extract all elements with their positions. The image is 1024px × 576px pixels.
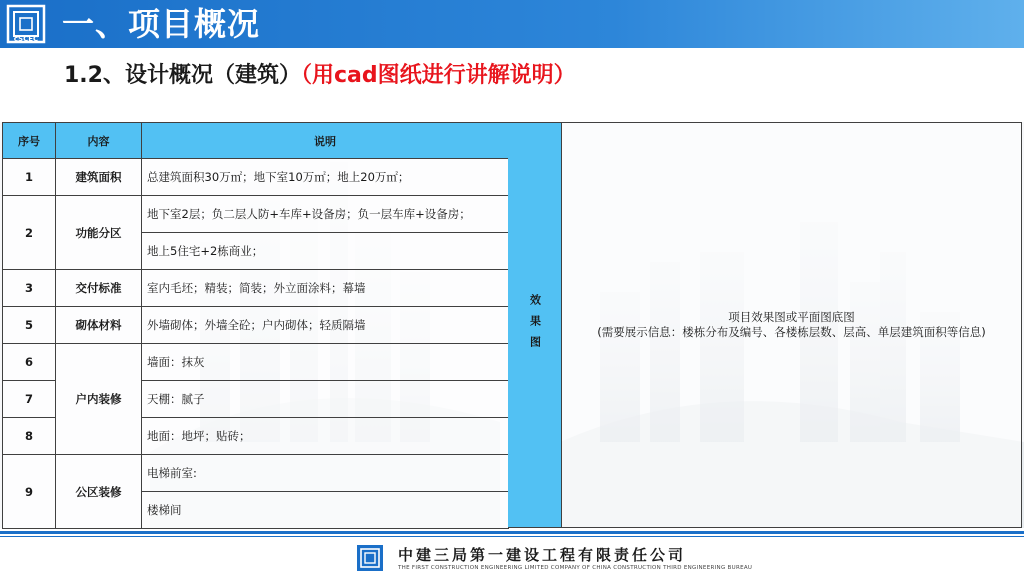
page-title: 一、项目概况 — [62, 5, 261, 43]
row-num: 8 — [3, 418, 56, 455]
row-desc: 天棚：腻子 — [142, 381, 509, 418]
info-table — [2, 122, 509, 529]
company-name-en: THE FIRST CONSTRUCTION ENGINEERING LIMITED COMPANY OF CHINA CONSTRUCTION THIRD ENGINEERING BUREAU — [398, 565, 753, 571]
row-desc: 外墙砌体；外墙全砼；户内砌体；轻质隔墙 — [142, 307, 509, 344]
row-num: 6 — [3, 344, 56, 381]
row-desc: 电梯前室: — [142, 455, 509, 492]
row-content: 公区装修 — [56, 455, 142, 529]
row-num: 3 — [3, 270, 56, 307]
table-row — [3, 307, 509, 344]
effect-image-placeholder — [562, 122, 1022, 528]
row-num: 7 — [3, 381, 56, 418]
row-desc: 地上5住宅+2栋商业； — [142, 233, 509, 270]
row-content: 功能分区 — [56, 196, 142, 270]
header-seq: 序号 — [3, 123, 56, 159]
table-row — [3, 270, 509, 307]
row-num: 2 — [3, 196, 56, 270]
subtitle-note: （用cad图纸进行讲解说明） — [300, 63, 576, 88]
row-desc: 墙面：抹灰 — [142, 344, 509, 381]
row-content: 户内装修 — [56, 344, 142, 455]
design-overview-table — [2, 122, 1022, 528]
effect-image-label: 效果图 — [528, 293, 542, 357]
table-row — [3, 455, 509, 492]
header-desc: 说明 — [142, 123, 509, 159]
row-desc: 总建筑面积30万㎡；地下室10万㎡；地上20万㎡； — [142, 159, 509, 196]
row-desc: 地面：地坪；贴砖； — [142, 418, 509, 455]
row-content: 砌体材料 — [56, 307, 142, 344]
row-desc: 地下室2层；负二层人防+车库+设备房；负一层车库+设备房； — [142, 196, 509, 233]
row-num: 9 — [3, 455, 56, 529]
row-desc: 室内毛坯；精装；简装；外立面涂料；幕墙 — [142, 270, 509, 307]
effect-image-label-column — [508, 122, 562, 528]
row-content: 建筑面积 — [56, 159, 142, 196]
subtitle-main: 1.2、设计概况（建筑） — [64, 63, 301, 88]
row-desc: 楼梯间 — [142, 492, 509, 529]
header-bar — [0, 0, 1024, 48]
company-name: 中建三局第一建设工程有限责任公司 — [398, 546, 687, 564]
effect-placeholder-note: (需要展示信息：楼栋分布及编号、各楼栋层数、层高、单层建筑面积等信息) — [597, 325, 986, 339]
header-content: 内容 — [56, 123, 142, 159]
row-content: 交付标准 — [56, 270, 142, 307]
table-row — [3, 196, 509, 233]
svg-text:cSCEC: cSCEC — [13, 35, 39, 43]
section-subtitle — [64, 58, 576, 94]
table-row — [3, 344, 509, 381]
company-logo-icon — [356, 544, 384, 572]
row-num: 1 — [3, 159, 56, 196]
footer-divider — [0, 531, 1024, 534]
row-num: 5 — [3, 307, 56, 344]
effect-placeholder-title: 项目效果图或平面图底图 — [728, 310, 855, 324]
table-row — [3, 159, 509, 196]
footer-divider-thin — [0, 536, 1024, 537]
cscec-logo — [0, 0, 52, 48]
